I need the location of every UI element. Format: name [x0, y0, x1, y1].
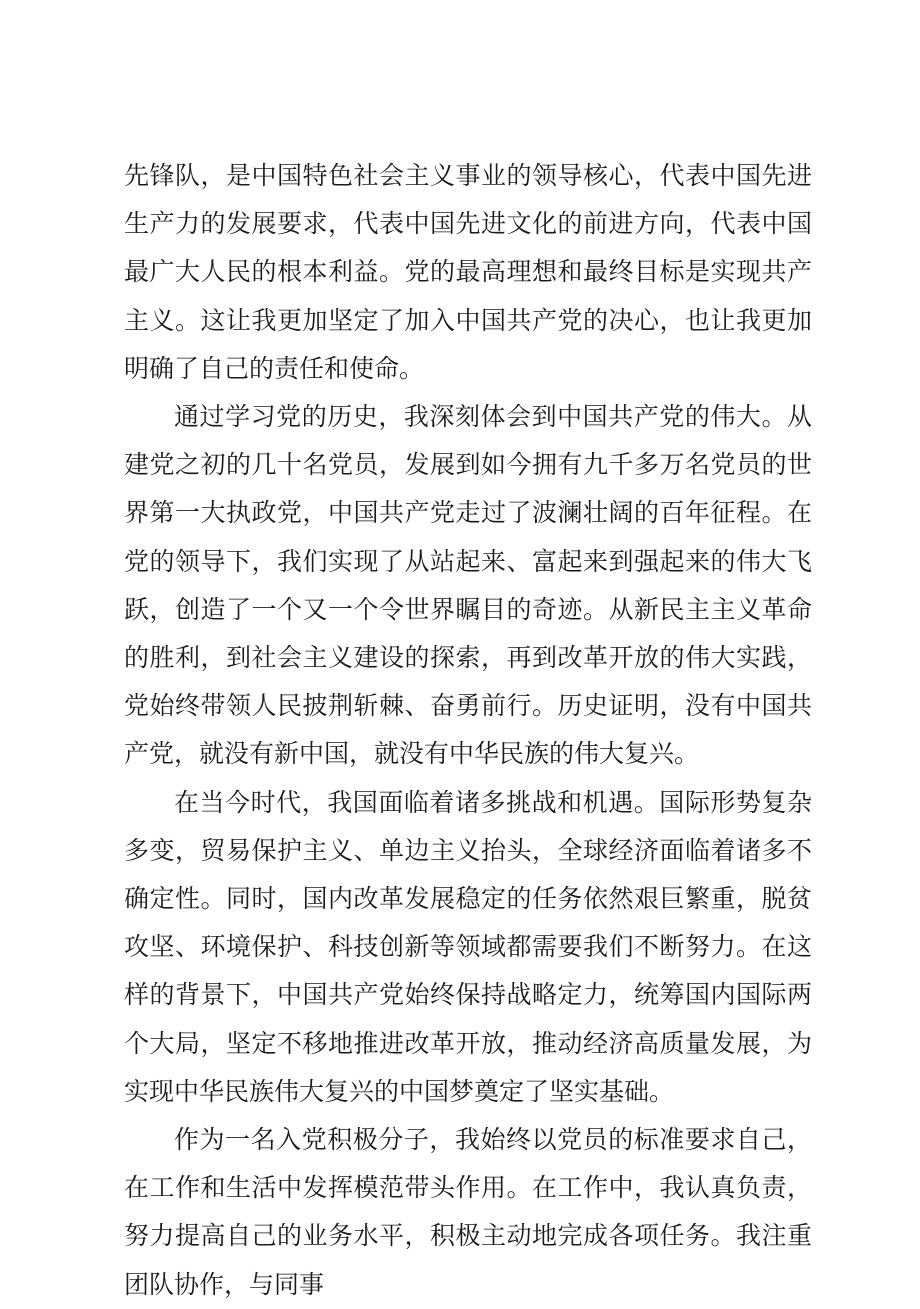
- paragraph-continued: 先锋队，是中国特色社会主义事业的领导核心，代表中国先进生产力的发展要求，代表中国先进文化的前进方向，代表中国最广大人民的根本利益。党的最高理想和最终目标是实现共产主义。这让我更加坚定了加入中国共产党的决心，也让我更加明确了自己的责任和使命。: [124, 161, 812, 383]
- paragraph-activist-role: 作为一名入党积极分子，我始终以党员的标准要求自己，在工作和生活中发挥模范带头作用。在工作中，我认真负责，努力提高自己的业务水平，积极主动地完成各项任务。我注重团队协作，与同事: [124, 1125, 812, 1299]
- paragraph-current-era: 在当今时代，我国面临着诸多挑战和机遇。国际形势复杂多变，贸易保护主义、单边主义抬头，全球经济面临着诸多不确定性。同时，国内改革发展稳定的任务依然艰巨繁重，脱贫攻坚、环境保护、科技创新等领域都需要我们不断努力。在这样的背景下，中国共产党始终保持战略定力，统筹国内国际两个大局，坚定不移地推进改革开放，推动经济高质量发展，为实现中华民族伟大复兴的中国梦奠定了坚实基础。: [124, 787, 812, 1106]
- paragraph-party-history: 通过学习党的历史，我深刻体会到中国共产党的伟大。从建党之初的几十名党员，发展到如今拥有九千多万名党员的世界第一大执政党，中国共产党走过了波澜壮阔的百年征程。在党的领导下，我们实现了从站起来、富起来到强起来的伟大飞跃，创造了一个又一个令世界瞩目的奇迹。从新民主主义革命的胜利，到社会主义建设的探索，再到改革开放的伟大实践，党始终带领人民披荆斩棘、奋勇前行。历史证明，没有中国共产党，就没有新中国，就没有中华民族的伟大复兴。: [124, 402, 812, 769]
- document-page: [124, 152, 812, 1309]
